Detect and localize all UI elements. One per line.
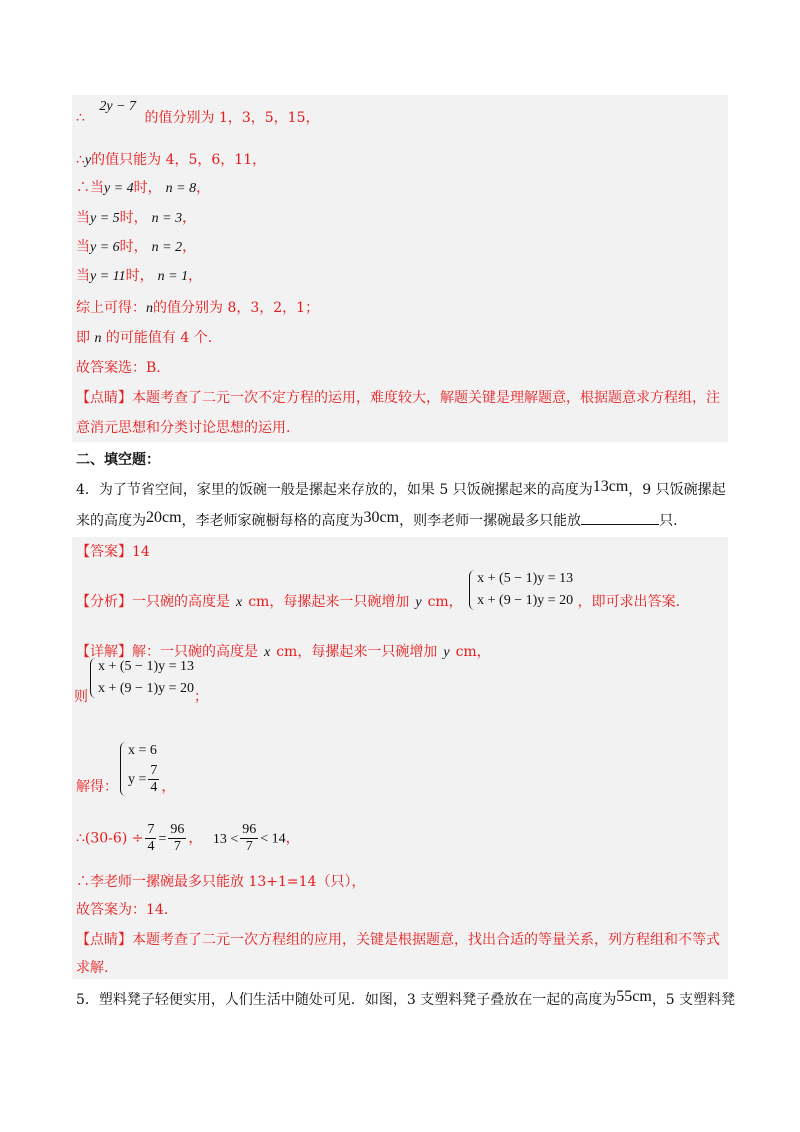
- equation-system-analysis: x + (5 − 1)y = 13 x + (9 − 1)y = 20: [467, 568, 573, 612]
- fraction-7-4: $\frac{7}{4}$: [150, 763, 158, 796]
- values-text: 的值分别为 1，3，5，15，: [144, 110, 320, 126]
- solution-system: x = 6 y = $\frac{7}{4}$: [118, 740, 161, 798]
- expr-2y-7: 2y − 7: [99, 99, 137, 114]
- calculation-line: ∴(30-6) ÷ $\frac{7}{4}$ = $\frac{96}{7}$ ， 13 < $\frac{96}{7}$ < 14，: [76, 822, 300, 854]
- q5-line-1: 5．塑料凳子轻便实用，人们生活中随处可见．如图，3 支塑料凳子叠放在一起的高度为55cm，5 支塑料凳: [76, 988, 736, 1008]
- value-13cm: 13cm: [592, 478, 629, 495]
- q4-line-1: 4．为了节省空间，家里的饭碗一般是摞起来存放的，如果 5 只饭碗摞起来的高度为13cm，9 只饭碗摞起: [76, 478, 726, 498]
- comment-line-2: 意消元思想和分类讨论思想的运用.: [76, 420, 291, 436]
- line-case-y4: ∴当y = 4时， n = 8，: [76, 180, 211, 196]
- solution-line: 解得： x = 6 y = $\frac{7}{4}$ ，: [76, 740, 175, 798]
- section-title: 二、填空题：: [76, 452, 160, 468]
- comment-line-1: 【点睛】本题考查了二元一次不定方程的运用，难度较大，解题关键是理解题意，根据题意求方程组，注: [76, 390, 720, 406]
- conclusion-line: ∴李老师一摞碗最多只能放 13+1=14（只），: [76, 874, 366, 890]
- answer-line: 【答案】14: [76, 544, 150, 560]
- line-count: 即 n 的可能值有 4 个.: [76, 330, 213, 346]
- therefore-symbol: ∴: [76, 110, 85, 126]
- fraction-96-7: $\frac{96}{7}$: [170, 822, 185, 854]
- line-summary: 综上可得：n的值分别为 8，3，2，1；: [76, 300, 320, 316]
- final-answer-line: 故答案为：14.: [76, 902, 169, 918]
- value-20cm: 20cm: [146, 509, 182, 526]
- comment-line-3: 【点睛】本题考查了二元一次方程组的应用，关键是根据题意，找出合适的等量关系，列方程组和不等式: [76, 932, 720, 948]
- fraction-7-4: $\frac{7}{4}$: [147, 822, 155, 854]
- line-y-values: ∴y的值只能为 4，5，6，11，: [76, 152, 267, 168]
- then-system: 则 x + (5 − 1)y = 13 x + (9 − 1)y = 20 ；: [74, 670, 208, 700]
- detail-line: 【详解】解：一只碗的高度是 x cm，每摞起来一只碗增加 y cm，: [76, 644, 491, 660]
- line-answer-b: 故答案选：B.: [76, 360, 161, 376]
- line-values-2y7: [76, 99, 320, 129]
- value-55cm: 55cm: [616, 988, 652, 1005]
- q4-line-2: 来的高度为20cm，李老师家碗橱每格的高度为30cm，则李老师一摞碗最多只能放 只.: [76, 509, 678, 529]
- line-case-y11: 当y = 11时， n = 1，: [76, 268, 203, 284]
- line-case-y5: 当y = 5时， n = 3，: [76, 210, 197, 226]
- value-30cm: 30cm: [363, 509, 400, 526]
- analysis-line: 【分析】一只碗的高度是 x cm，每摞起来一只碗增加 y cm， x + (5 − 1)y = 13 x + (9 − 1)y = 20 ，即可求出答案.: [76, 568, 680, 612]
- comment-line-4: 求解.: [76, 960, 109, 976]
- line-case-y6: 当y = 6时， n = 2，: [76, 239, 197, 255]
- equation-system-detail: x + (5 − 1)y = 13 x + (9 − 1)y = 20: [88, 656, 194, 700]
- fraction-96-7: $\frac{96}{7}$: [242, 822, 257, 854]
- answer-blank: [581, 510, 659, 525]
